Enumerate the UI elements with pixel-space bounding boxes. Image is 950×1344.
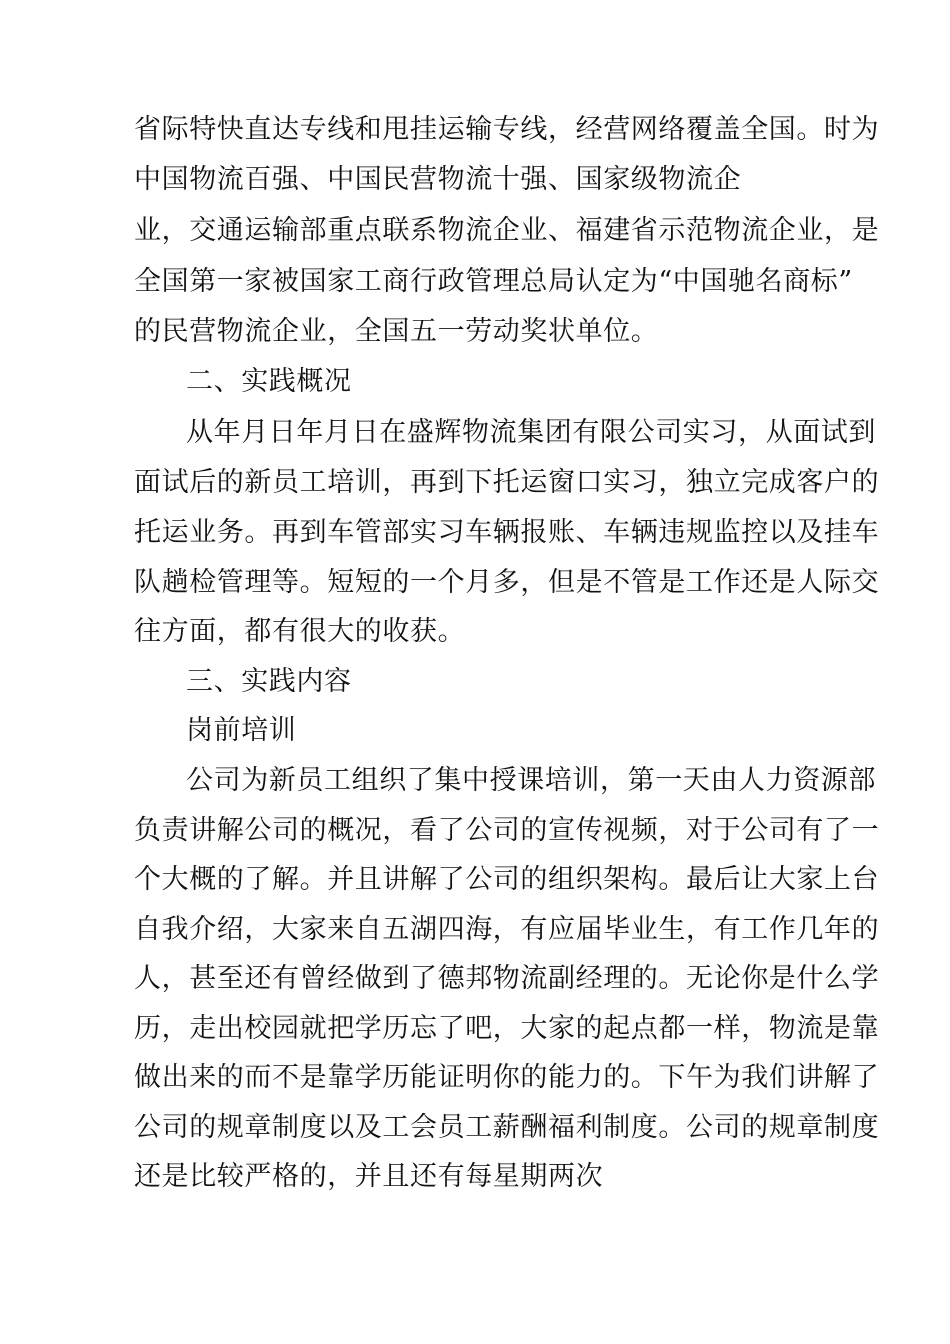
text-line: 队趟检管理等。短短的一个月多，但是不管是工作还是人际交: [134, 567, 880, 598]
text-line: 历，走出校园就把学历忘了吧，大家的起点都一样，物流是靠: [134, 1013, 880, 1044]
text-line: 公司为新员工组织了集中授课培训，第一天由人力资源部: [186, 765, 876, 796]
text-line: 业，交通运输部重点联系物流企业、福建省示范物流企业，是: [134, 215, 880, 246]
text-line: 公司的规章制度以及工会员工薪酬福利制度。公司的规章制度: [134, 1112, 880, 1143]
text-line: 做出来的而不是靠学历能证明你的能力的。下午为我们讲解了: [134, 1062, 880, 1093]
text-line: 省际特快直达专线和甩挂运输专线，经营网络覆盖全国。时为: [134, 114, 880, 145]
text-line: 个大概的了解。并且讲解了公司的组织架构。最后让大家上台: [134, 864, 880, 895]
section-heading: 三、实践内容: [186, 666, 352, 697]
text-line: 托运业务。再到车管部实习车辆报账、车辆违规监控以及挂车: [134, 517, 880, 548]
text-line: 自我介绍，大家来自五湖四海，有应届毕业生，有工作几年的: [134, 914, 880, 945]
text-line: 人，甚至还有曾经做到了德邦物流副经理的。无论你是什么学: [134, 963, 880, 994]
text-line: 负责讲解公司的概况，看了公司的宣传视频，对于公司有了一: [134, 815, 880, 846]
text-line: 的民营物流企业，全国五一劳动奖状单位。: [134, 316, 659, 347]
text-line: 还是比较严格的，并且还有每星期两次: [134, 1161, 604, 1192]
text-line: 全国第一家被国家工商行政管理总局认定为“中国驰名商标”: [134, 266, 853, 297]
text-line: 面试后的新员工培训，再到下托运窗口实习，独立完成客户的: [134, 467, 880, 498]
section-heading: 二、实践概况: [186, 366, 352, 397]
text-line: 中国物流百强、中国民营物流十强、国家级物流企: [134, 164, 742, 195]
text-line: 从年月日年月日在盛辉物流集团有限公司实习，从面试到: [186, 417, 876, 448]
subsection-heading: 岗前培训: [186, 715, 297, 746]
text-line: 往方面，都有很大的收获。: [134, 616, 466, 647]
